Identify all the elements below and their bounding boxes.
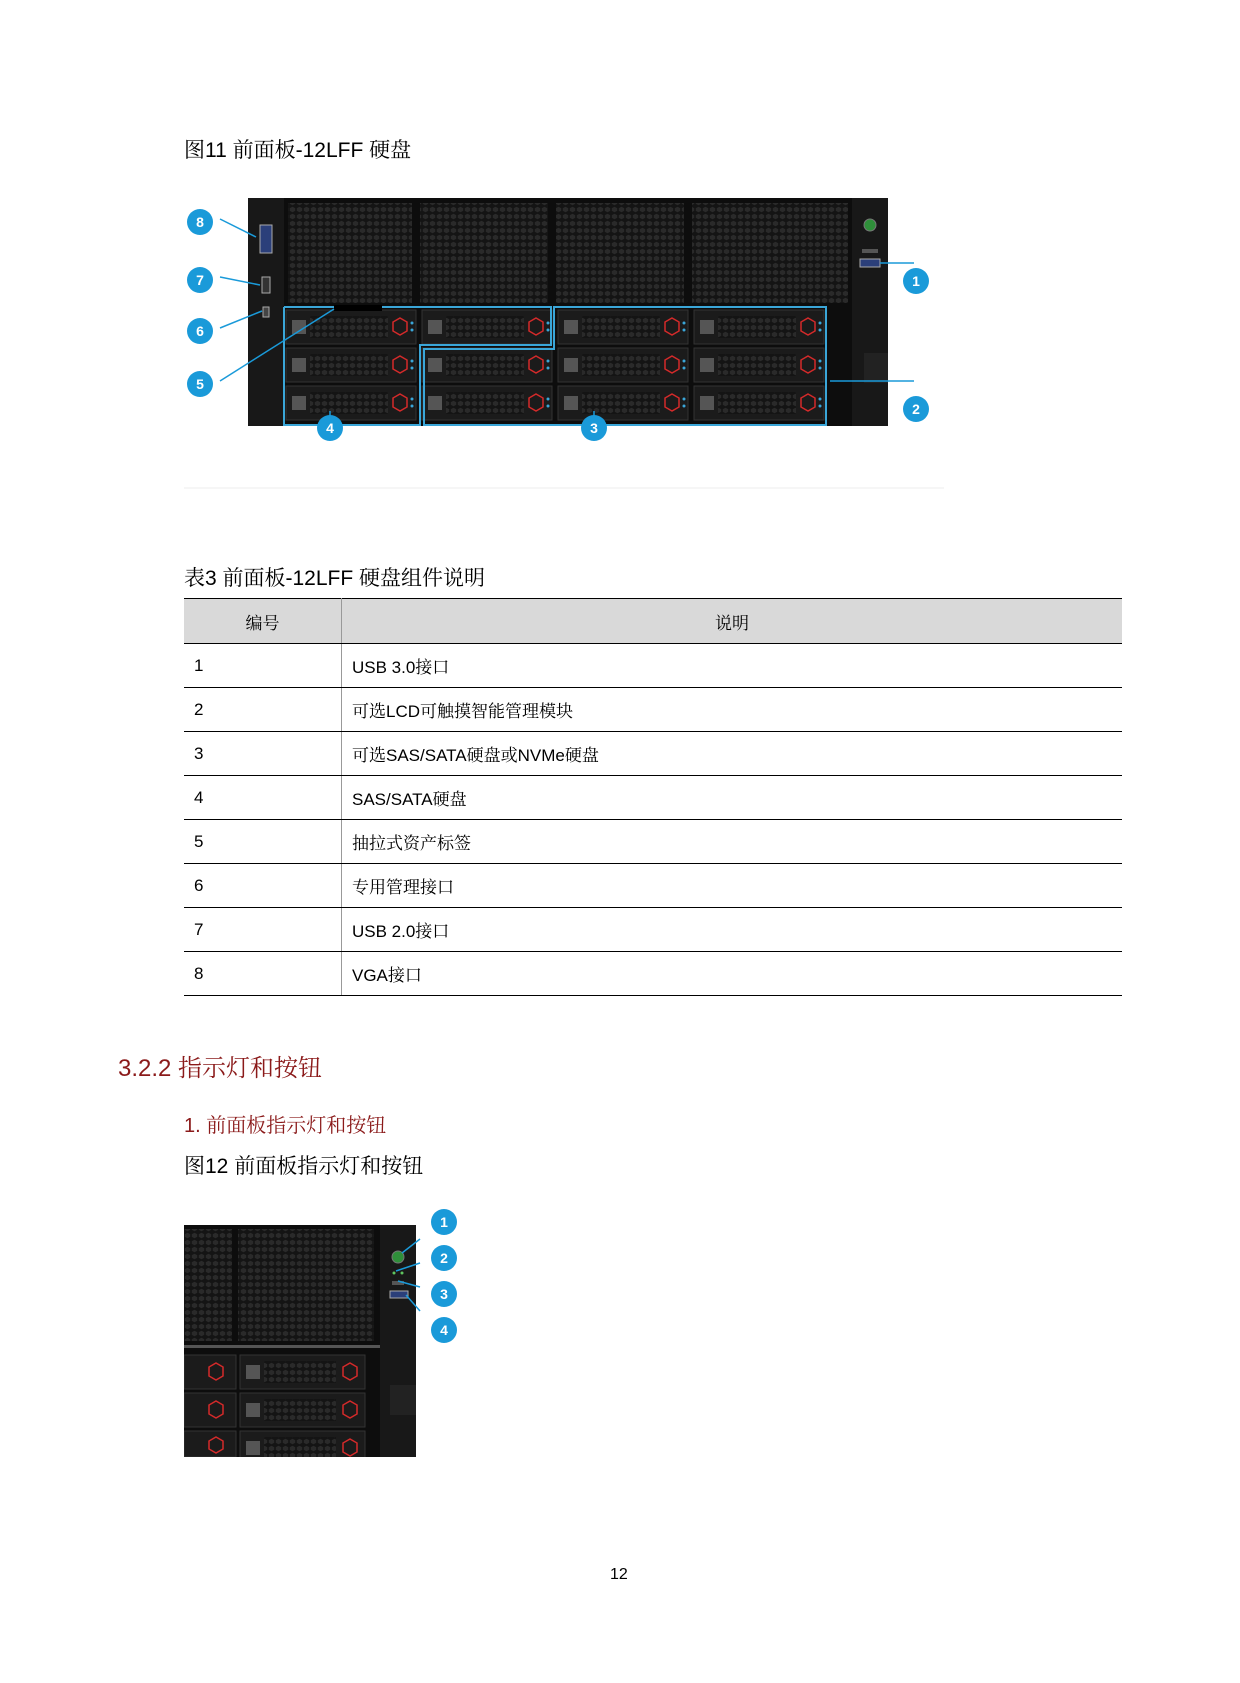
row-number: 2 [184,688,342,732]
row-description: 可选LCD可触摸智能管理模块 [342,688,1123,732]
svg-text:3: 3 [590,420,598,436]
fig11-callout-3 [580,414,608,442]
row-number: 1 [184,644,342,688]
fig11-callout-1 [902,267,930,295]
fig11-callout-8 [186,208,214,236]
row-number: 6 [184,864,342,908]
components-table [184,598,1122,996]
row-description: USB 3.0接口 [342,644,1123,688]
svg-text:4: 4 [326,420,334,436]
svg-text:3: 3 [440,1286,448,1302]
row-number: 3 [184,732,342,776]
header-number: 编号 [184,599,342,644]
row-number: 5 [184,820,342,864]
fig12-callout-2 [430,1244,458,1272]
table-row [184,688,1122,732]
table-row [184,644,1122,688]
svg-text:2: 2 [912,401,920,417]
fig12-callout-4 [430,1316,458,1344]
row-description: USB 2.0接口 [342,908,1123,952]
table-row [184,864,1122,908]
fig11-callout-7 [186,266,214,294]
fig12-callout-1 [430,1208,458,1236]
subsection-heading: 1. 前面板指示灯和按钮 [184,1115,387,1137]
table-row [184,908,1122,952]
svg-text:1: 1 [440,1214,448,1230]
row-description: 可选SAS/SATA硬盘或NVMe硬盘 [342,732,1123,776]
section-heading: 3.2.2 指示灯和按钮 [118,1055,323,1082]
row-number: 8 [184,952,342,996]
table-header-row [184,599,1122,644]
page-number: 12 [610,1566,628,1583]
row-description: 专用管理接口 [342,864,1123,908]
table3-caption: 表3 前面板-12LFF 硬盘组件说明 [184,567,486,590]
row-description: SAS/SATA硬盘 [342,776,1123,820]
fig11-callout-2 [902,395,930,423]
row-number: 7 [184,908,342,952]
table-row [184,732,1122,776]
row-description: VGA接口 [342,952,1123,996]
svg-text:2: 2 [440,1250,448,1266]
figure11-caption: 图11 前面板-12LFF 硬盘 [184,139,412,162]
table-row [184,952,1122,996]
table-row [184,820,1122,864]
header-description: 说明 [342,599,1123,644]
svg-text:8: 8 [196,214,204,230]
fig11-callout-4 [316,414,344,442]
figure12-caption: 图12 前面板指示灯和按钮 [184,1155,424,1178]
fig11-callout-5 [186,370,214,398]
fig11-callout-6 [186,317,214,345]
svg-text:6: 6 [196,323,204,339]
svg-text:1: 1 [912,273,920,289]
row-description: 抽拉式资产标签 [342,820,1123,864]
svg-text:7: 7 [196,272,204,288]
figure11-server-image [184,185,944,490]
figure12-server-image [184,1225,424,1457]
row-number: 4 [184,776,342,820]
svg-text:4: 4 [440,1322,448,1338]
fig12-callout-3 [430,1280,458,1308]
svg-text:5: 5 [196,376,204,392]
table-row [184,776,1122,820]
